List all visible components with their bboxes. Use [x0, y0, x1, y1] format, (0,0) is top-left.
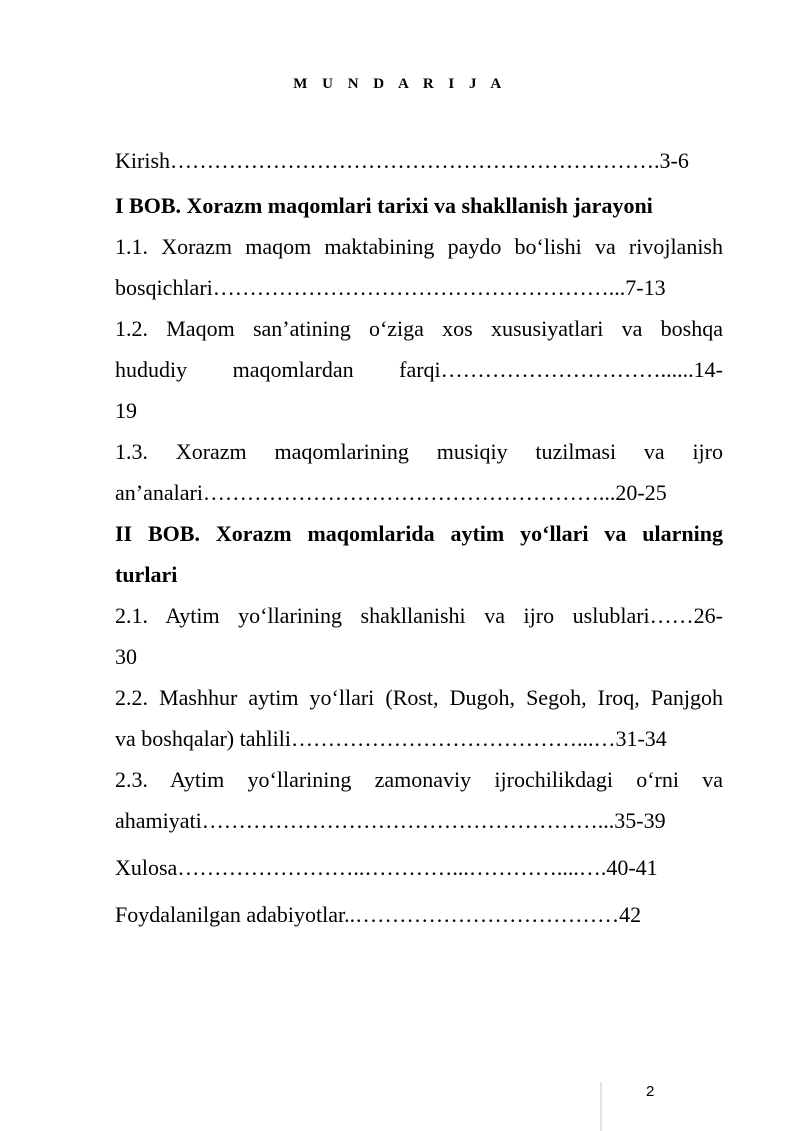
toc-chapter-1-heading: I BOB. Xorazm maqomlari tarixi va shakllanish jarayoni [115, 193, 653, 218]
toc-entry-2-3-cont: ahamiyati………………………………………………...35-39 [115, 808, 666, 833]
toc-entry-2-2-cont: va boshqalar) tahlili…………………………………...…31-34 [115, 726, 667, 751]
toc-entry-1-1: 1.1. Xorazm maqom maktabining paydo bo‘lishi va rivojlanish [115, 234, 723, 259]
page-number: 2 [646, 1083, 655, 1100]
toc-entry-1-1-cont: bosqichlari………………………………………………...7-13 [115, 275, 666, 300]
toc-entry-1-3: 1.3. Xorazm maqomlarining musiqiy tuzilmasi va ijro [115, 439, 723, 464]
toc-entry-kirish: Kirish………………………………………………………….3-6 [115, 148, 689, 173]
toc-entry-1-2: 1.2. Maqom san’atining o‘ziga xos xususiyatlari va boshqa [115, 316, 723, 341]
table-of-contents [115, 140, 723, 935]
toc-entry-1-2-cont: hududiy maqomlardan farqi…………………………......14- [115, 357, 723, 382]
toc-chapter-2-heading-cont: turlari [115, 562, 178, 587]
toc-entry-2-2: 2.2. Mashhur aytim yo‘llari (Rost, Dugoh, Segoh, Iroq, Panjgoh [115, 685, 723, 710]
toc-chapter-2-heading: II BOB. Xorazm maqomlarida aytim yo‘llari va ularning [115, 521, 723, 546]
toc-entry-2-3: 2.3. Aytim yo‘llarining zamonaviy ijrochilikdagi o‘rni va [115, 767, 723, 792]
toc-entry-2-1: 2.1. Aytim yo‘llarining shakllanishi va ijro uslublari……26- [115, 603, 723, 628]
toc-entry-2-1-page: 30 [115, 644, 137, 669]
page-title: M U N D A R I J A [293, 76, 507, 92]
toc-entry-adabiyotlar: Foydalanilgan adabiyotlar..………………………………42 [115, 902, 642, 927]
toc-entry-1-2-page: 19 [115, 398, 137, 423]
toc-entry-xulosa: Xulosa……………………..…………...…………....….40-41 [115, 855, 658, 880]
footer-divider [600, 1082, 602, 1131]
toc-entry-1-3-cont: an’analari………………………………………………...20-25 [115, 480, 667, 505]
